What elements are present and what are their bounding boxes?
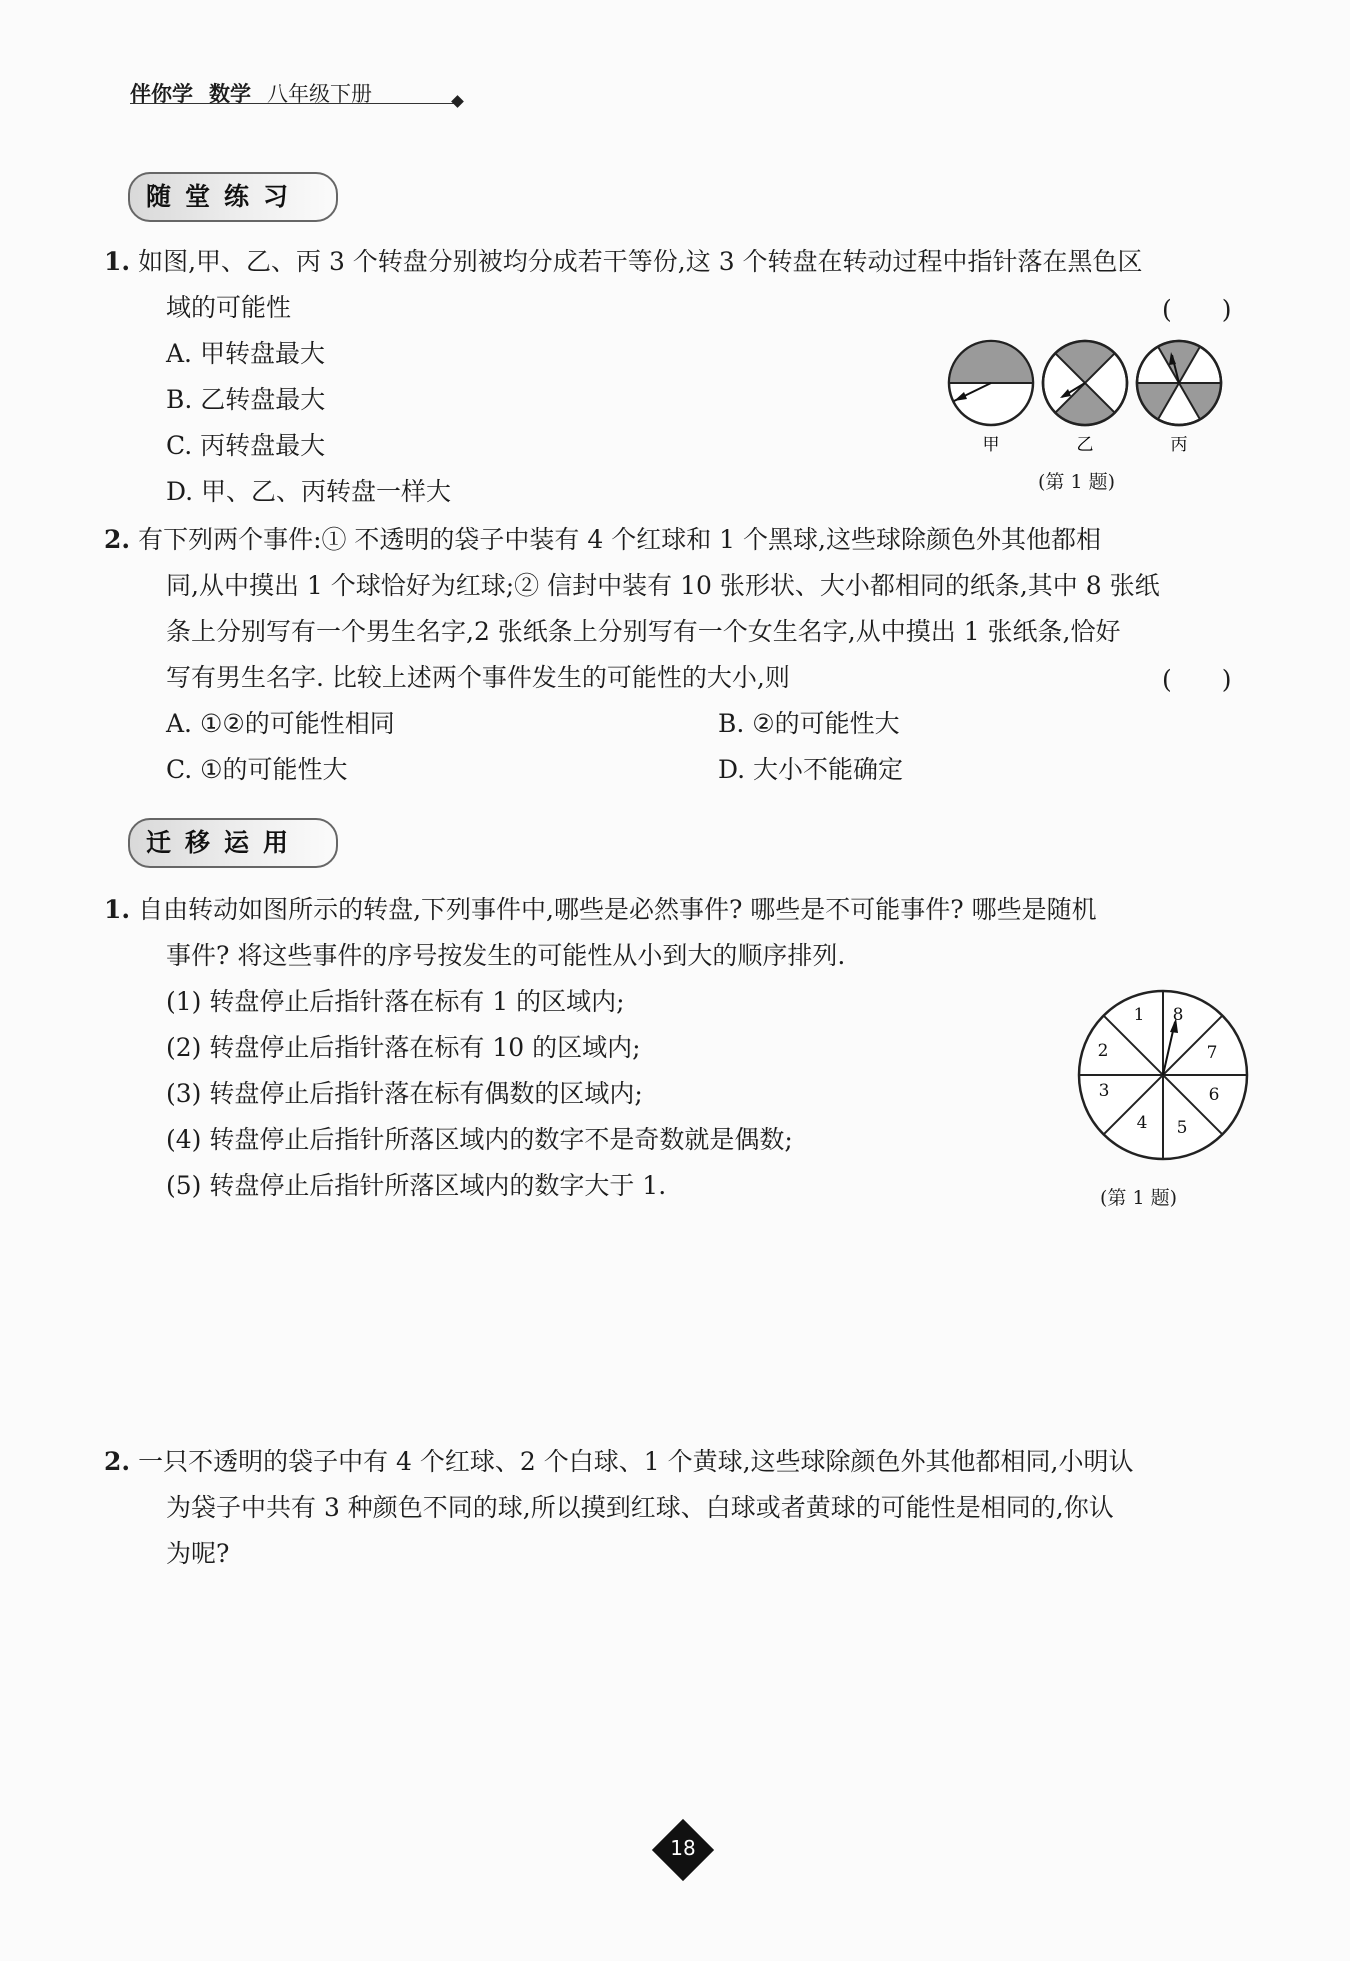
s2-q2-line1 (104, 1444, 1133, 1480)
s1-q2-line2: 同,从中摸出 1 个球恰好为红球;② 信封中装有 10 张形状、大小都相同的纸条,其中 8 张纸 (166, 571, 1160, 600)
wheel-number-2: 2 (1097, 1041, 1109, 1061)
section-title-application: 迁移运用 (128, 818, 338, 868)
s1-q1-line1 (104, 244, 1143, 280)
s2-q1-item-5: (5) 转盘停止后指针所落区域内的数字大于 1. (166, 1171, 667, 1200)
dial-yi (1043, 341, 1127, 425)
s1-q1-line2: 域的可能性 (166, 293, 292, 322)
s1-q2-number: 2. (104, 525, 131, 554)
header-book: 伴你学 (130, 82, 193, 106)
dial-label-yi: 乙 (1076, 435, 1094, 455)
s1-q1-option-c: C. 丙转盘最大 (166, 431, 326, 460)
s2-q1-line1 (104, 892, 1097, 928)
s2-q1-line2: 事件? 将这些事件的序号按发生的可能性从小到大的顺序排列. (166, 941, 846, 970)
section-title-practice: 随堂练习 (128, 172, 338, 222)
dial-jia (949, 341, 1033, 425)
eight-sector-wheel (1068, 980, 1258, 1170)
s2-q1-item-3: (3) 转盘停止后指针落在标有偶数的区域内; (166, 1079, 643, 1108)
wheel-number-4: 4 (1136, 1113, 1148, 1133)
s1-q2-line3: 条上分别写有一个男生名字,2 张纸条上分别写有一个女生名字,从中摸出 1 张纸条,恰好 (166, 617, 1121, 646)
s1-q2-text1: 有下列两个事件:① 不透明的袋子中装有 4 个红球和 1 个黑球,这些球除颜色外其他都相 (138, 525, 1101, 554)
wheel-number-7: 7 (1206, 1043, 1218, 1063)
s2-q1-item-2: (2) 转盘停止后指针落在标有 10 的区域内; (166, 1033, 641, 1062)
s1-q1-option-b: B. 乙转盘最大 (166, 385, 326, 414)
s2-q1-caption: (第 1 题) (1100, 1187, 1177, 1209)
header-subject: 数学 (209, 82, 251, 106)
dial-bing (1137, 341, 1221, 425)
wheel-number-8: 8 (1172, 1005, 1184, 1025)
header-diamond-icon (451, 95, 464, 108)
s1-q2-answer-blank: ( ) (1162, 665, 1232, 694)
s2-q2-line3: 为呢? (166, 1539, 230, 1568)
wheel-number-5: 5 (1176, 1118, 1188, 1138)
header-grade: 八年级下册 (267, 82, 372, 106)
s1-q2-line4: 写有男生名字. 比较上述两个事件发生的可能性的大小,则 (166, 663, 790, 692)
s2-q2-line2: 为袋子中共有 3 种颜色不同的球,所以摸到红球、白球或者黄球的可能性是相同的,你认 (166, 1493, 1114, 1522)
s1-q1-option-a: A. 甲转盘最大 (166, 339, 325, 368)
s2-q2-number: 2. (104, 1447, 131, 1476)
dial-label-bing: 丙 (1170, 435, 1188, 455)
s1-q1-number: 1. (104, 247, 131, 276)
wheel-number-6: 6 (1208, 1085, 1220, 1105)
s2-q1-text1: 自由转动如图所示的转盘,下列事件中,哪些是必然事件? 哪些是不可能事件? 哪些是随机 (138, 895, 1097, 924)
s1-q1-text1: 如图,甲、乙、丙 3 个转盘分别被均分成若干等份,这 3 个转盘在转动过程中指针落在黑色区 (138, 247, 1143, 276)
s1-q2-option-d: D. 大小不能确定 (718, 755, 904, 784)
s1-q2-option-b: B. ②的可能性大 (718, 709, 900, 738)
s2-q1-item-1: (1) 转盘停止后指针落在标有 1 的区域内; (166, 987, 625, 1016)
wheel-number-1: 1 (1133, 1005, 1145, 1025)
spinner-dials-figure (940, 335, 1240, 455)
s2-q2-text1: 一只不透明的袋子中有 4 个红球、2 个白球、1 个黄球,这些球除颜色外其他都相同,小明认 (138, 1447, 1134, 1476)
s1-q2-option-c: C. ①的可能性大 (166, 755, 348, 784)
s1-q1-answer-blank: ( ) (1162, 295, 1232, 324)
s1-q2-line1 (104, 522, 1101, 558)
s1-q1-caption: (第 1 题) (1038, 471, 1115, 493)
s2-q1-item-4: (4) 转盘停止后指针所落区域内的数字不是奇数就是偶数; (166, 1125, 793, 1154)
s1-q1-option-d: D. 甲、乙、丙转盘一样大 (166, 477, 452, 506)
page-number: 18 (670, 1836, 696, 1860)
s1-q2-option-a: A. ①②的可能性相同 (166, 709, 395, 738)
wheel-number-3: 3 (1098, 1081, 1110, 1101)
dial-label-jia: 甲 (982, 435, 1000, 455)
s2-q1-number: 1. (104, 895, 131, 924)
header-rule (130, 103, 460, 104)
